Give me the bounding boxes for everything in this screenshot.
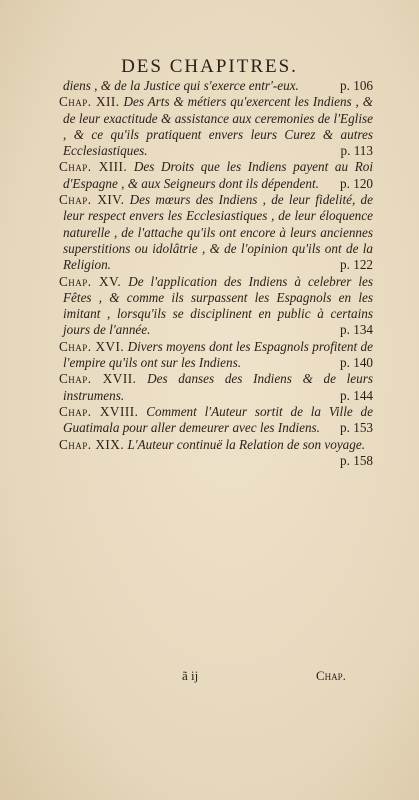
- chapter-label: Chap. XVIII.: [59, 403, 139, 419]
- chapter-label: Chap. XVII.: [59, 371, 137, 387]
- entry-text: diens , & de la Justice qui s'exerce entr'-eux.: [63, 78, 299, 93]
- toc-entry: [59, 94, 373, 159]
- toc-entry: [59, 436, 373, 468]
- catchword: Chap.: [316, 668, 346, 683]
- page-number: p. 106: [340, 78, 373, 93]
- entry-text: Divers moyens dont les Espagnols profitent de l'empire qu'ils ont sur les Indiens.: [63, 338, 374, 371]
- toc-entry: [63, 78, 373, 94]
- entry-text: Des Droits que les Indiens payent au Roi d'Espagne , & aux Seigneurs dont ils dépendent.: [63, 159, 374, 191]
- page-header: DES CHAPITRES.: [121, 56, 298, 77]
- signature-mark: ã ij: [182, 668, 199, 683]
- page-number: p. 113: [340, 143, 373, 159]
- entry-text: Des mœurs des Indiens , de leur fidelité, de leur respect envers les Ecclesiastiques , de leur éloquence naturelle , de l'attache qu'ils ont encore à leurs anciennes superstitions ou idolâtrie , & de l'opinion qu'ils ont de la Religion.: [63, 192, 373, 273]
- chapter-label: Chap. XIII.: [59, 159, 128, 175]
- toc-entry: [59, 273, 373, 339]
- chapter-label: Chap. XIV.: [59, 192, 125, 208]
- page-number: p. 140: [340, 355, 373, 371]
- toc-entry: [59, 371, 373, 404]
- toc-entry: [59, 159, 374, 192]
- page-number: p. 144: [340, 387, 373, 403]
- table-of-contents: [59, 78, 374, 469]
- entry-text: L'Auteur continuë la Relation de son voyage.: [127, 436, 366, 452]
- page-number: p. 134: [340, 322, 373, 338]
- chapter-label: Chap. XII.: [59, 94, 120, 110]
- page-number: p. 158: [340, 452, 373, 468]
- entry-text: Des danses des Indiens & de leurs instrumens.: [63, 371, 373, 403]
- entry-text: Des Arts & métiers qu'exercent les Indiens , & de leur exactitude & assistance aux ceremonies de l'Eglise , & ce qu'ils pratiquent envers leurs Curez & autres Ecclesiastiques.: [63, 94, 373, 159]
- page-number: p. 153: [340, 420, 373, 436]
- chapter-label: Chap. XV.: [59, 273, 122, 289]
- page-number: p. 120: [340, 175, 373, 191]
- toc-entry: [59, 192, 373, 273]
- toc-entry: [59, 338, 374, 372]
- chapter-label: Chap. XVI.: [59, 338, 125, 354]
- entry-text: De l'application des Indiens à celebrer les Fêtes , & comme ils surpassent les Espagnols en les imitant , lorsqu'ils se disciplinent en public à certains jours de l'année.: [63, 273, 373, 338]
- entry-text: Comment l'Auteur sortit de la Ville de Guatimala pour aller demeurer avec les Indiens.: [63, 403, 373, 436]
- page-number: p. 122: [340, 257, 373, 273]
- toc-entry: [59, 403, 373, 437]
- chapter-label: Chap. XIX.: [59, 436, 125, 452]
